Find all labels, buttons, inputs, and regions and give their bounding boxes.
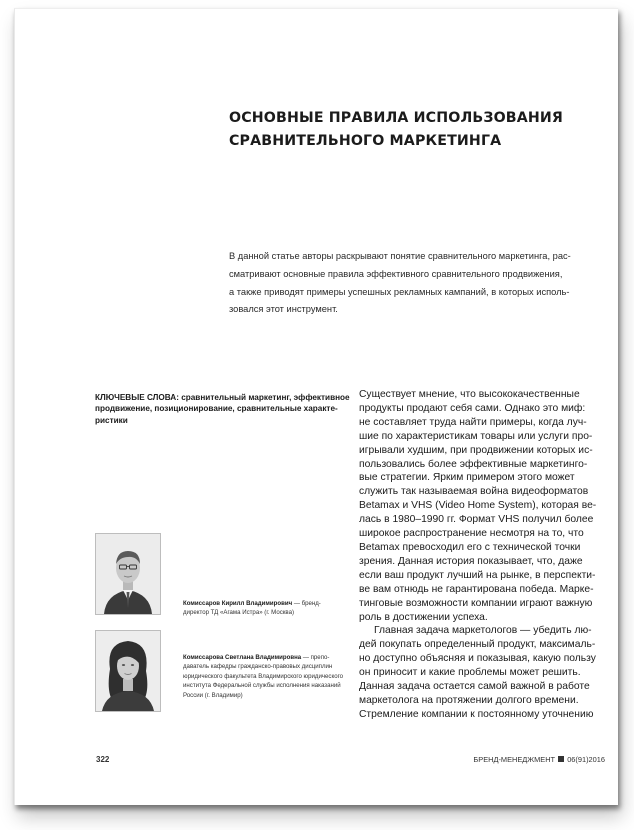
body-line: служить так называемая война видеоформатов xyxy=(359,486,589,498)
author-photo-woman xyxy=(95,630,161,712)
square-separator-icon xyxy=(558,756,564,762)
abstract-line: сматривают основные правила эффективного сравнительного продвижения, xyxy=(229,268,563,279)
journal-page xyxy=(14,8,618,805)
journal-name: БРЕНД-МЕНЕДЖМЕНТ xyxy=(473,755,556,764)
author-role: — бренд- xyxy=(292,600,321,607)
keywords-line: продвижение, позиционирование, сравнительные характе- xyxy=(95,404,338,414)
journal-issue xyxy=(469,755,605,764)
author-bio-2 xyxy=(183,653,351,700)
body-line: если ваш продукт лучший на рынке, в перспекти- xyxy=(359,569,596,581)
keywords-line: ристики xyxy=(95,415,128,425)
author-role: — препо- xyxy=(301,654,330,661)
body-line: игрывали худшим, при продвижении которых ис- xyxy=(359,444,593,456)
body-line: Главная задача маркетологов — убедить лю- xyxy=(374,625,592,637)
body-line: Существует мнение, что высококачественные xyxy=(359,389,580,400)
body-line: ве вам отнюдь не гарантирована победа. Марке- xyxy=(359,583,594,595)
author-bio-1 xyxy=(183,599,351,618)
author-role-line: даватель кафедры гражданско-правовых дисциплин xyxy=(183,663,333,671)
body-line: Стремление компании к постоянному уточнению xyxy=(359,708,594,720)
title-line: ОСНОВНЫЕ ПРАВИЛА ИСПОЛЬЗОВАНИЯ xyxy=(229,110,563,126)
body-line: он приносит и какие проблемы может решить. xyxy=(359,667,581,679)
body-line: дей покупать определенный продукт, максималь- xyxy=(359,639,596,651)
page-number: 322 xyxy=(96,755,110,764)
body-line: роль в достижении успеха. xyxy=(359,611,488,623)
body-line: но доступно объясняя и показывая, какую пользу xyxy=(359,653,596,665)
author-role-line: России (г. Владимир) xyxy=(183,691,243,699)
body-line: Betamax и VHS (Video Home System), которая ве- xyxy=(359,500,597,512)
article-body xyxy=(359,388,609,722)
journal-issue-number: 06(91)2016 xyxy=(567,755,605,764)
body-line: пользовались более эффективные маркетинго- xyxy=(359,458,588,470)
keywords-block xyxy=(95,392,353,426)
body-line: Данная задача остается самой важной в работе xyxy=(359,681,590,693)
author-role-line: института Федеральной службы исполнения наказаний xyxy=(183,682,341,690)
author-name: Комиссарова Светлана Владимировна xyxy=(183,654,302,661)
title-line: СРАВНИТЕЛЬНОГО МАРКЕТИНГА xyxy=(229,133,502,149)
abstract-line: а также приводят примеры успешных рекламных кампаний, в которых исполь- xyxy=(229,286,570,297)
body-line: шие по характеристикам товары или услуги про- xyxy=(359,430,593,442)
author-role-line: директор ТД «Агама Истра» (г. Москва) xyxy=(183,609,295,617)
body-line: продукты продают себя сами. Однако это миф: xyxy=(359,402,586,414)
author-photo-man xyxy=(95,533,161,615)
body-line: Betamax превосходил его с технической точки xyxy=(359,541,581,553)
article-abstract xyxy=(229,248,605,319)
abstract-line: зовался этот инструмент. xyxy=(229,304,338,315)
author-name: Комиссаров Кирилл Владимирович xyxy=(183,600,293,607)
author-role-line: юридического факультета Владимирского юридического xyxy=(183,672,344,680)
body-line: не составляет труда найти примеры, когда луч- xyxy=(359,416,587,428)
body-line: вые стратегии. Ярким примером этого может xyxy=(359,472,575,484)
article-title xyxy=(229,107,609,153)
body-line: лась в 1980–1990 гг. Формат VHS получил более xyxy=(359,514,594,526)
body-line: зрения. Данная история показывает, что, даже xyxy=(359,555,583,567)
body-line: широкое распространение несмотря на то, что xyxy=(359,528,584,540)
keywords-line: КЛЮЧЕВЫЕ СЛОВА: сравнительный маркетинг, эффективное xyxy=(95,393,350,402)
abstract-line: В данной статье авторы раскрывают понятие сравнительного маркетинга, рас- xyxy=(229,251,571,261)
body-line: маркетолога на протяжении долгого времени. xyxy=(359,694,579,706)
body-line: тинговые возможности компании играют важную xyxy=(359,597,593,609)
